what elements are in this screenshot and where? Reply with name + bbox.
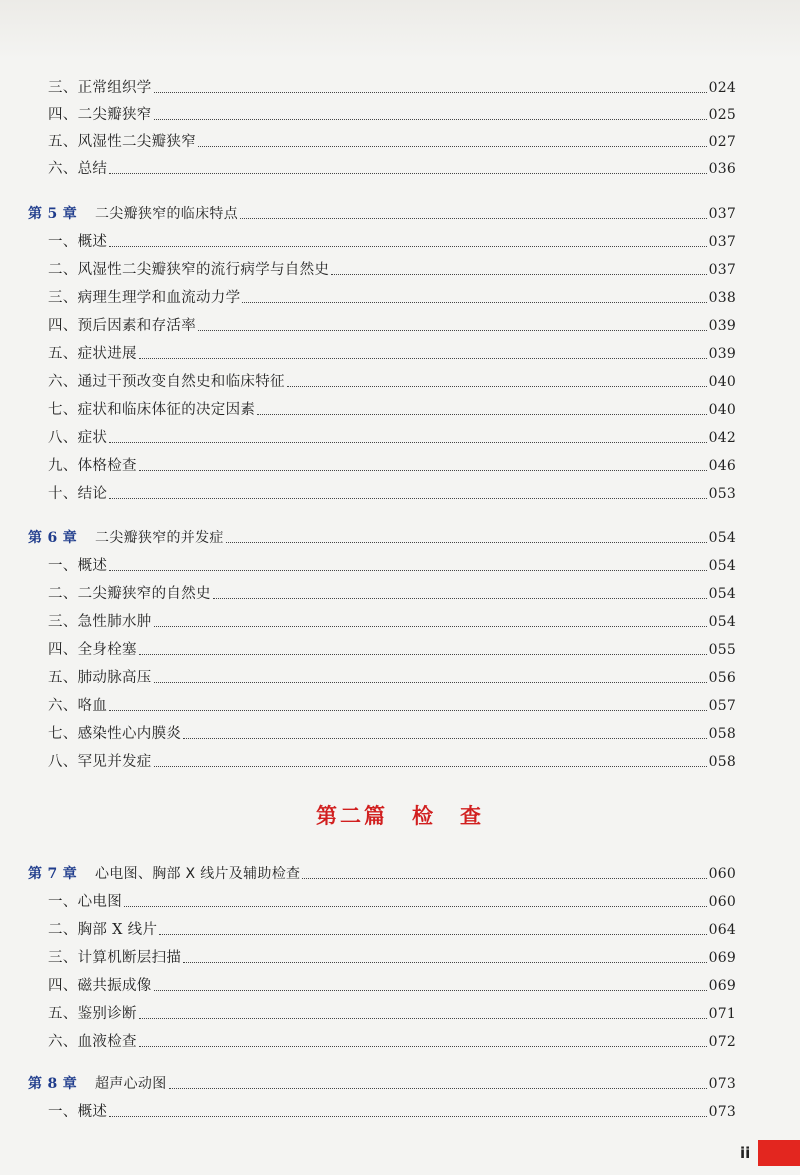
toc-entry[interactable] [28, 396, 736, 420]
chapter-number: 第 7 章 [28, 866, 77, 882]
toc-entry-label [28, 1004, 137, 1024]
toc-entry-label [28, 948, 181, 968]
toc-entry[interactable] [28, 1000, 736, 1024]
toc-entry-text: 五、风湿性二尖瓣狭窄 [48, 134, 196, 150]
toc-entry-text: 六、通过干预改变自然史和临床特征 [48, 374, 285, 390]
dot-leader [154, 766, 707, 767]
dot-leader [242, 302, 706, 303]
dot-leader [198, 146, 707, 147]
toc-entry-text: 五、症状进展 [48, 346, 137, 362]
toc-entry[interactable] [28, 1098, 736, 1122]
toc-entry-label [28, 428, 107, 448]
toc-entry-label [28, 132, 196, 152]
toc-entry-text: 二尖瓣狭窄的临床特点 [95, 206, 238, 222]
toc-entry-label [28, 724, 181, 744]
toc-page-number: 039 [708, 346, 736, 362]
toc-entry[interactable] [28, 916, 736, 940]
toc-entry-text: 心电图、胸部 X 线片及辅助检查 [95, 866, 301, 882]
red-bar-decoration [758, 1140, 800, 1166]
toc-entry-label [28, 892, 122, 912]
part-title: 第二篇 检 查 [316, 804, 484, 828]
toc-entry-text: 九、体格检查 [48, 458, 137, 474]
toc-entry-label [28, 372, 285, 392]
toc-entry-label [28, 484, 107, 504]
toc-entry[interactable] [28, 692, 736, 716]
toc-page-number: 040 [708, 374, 736, 390]
toc-page-number: 036 [708, 161, 736, 177]
dot-leader [154, 990, 707, 991]
toc-page-number: 058 [708, 726, 736, 742]
toc-entry-label [28, 696, 107, 716]
toc-page-number: 053 [708, 486, 736, 502]
toc-page-number: 069 [708, 950, 736, 966]
toc-entry[interactable] [28, 284, 736, 308]
toc-entry-text: 二、风湿性二尖瓣狭窄的流行病学与自然史 [48, 262, 330, 278]
toc-entry-text: 二、胸部 X 线片 [48, 922, 158, 938]
toc-entry-label [28, 668, 152, 688]
toc-page-number: 037 [708, 206, 736, 222]
toc-entry[interactable] [28, 101, 736, 125]
toc-page-number: 037 [708, 234, 736, 250]
toc-entry-label [28, 976, 152, 996]
toc-entry-text: 三、急性肺水肿 [48, 614, 152, 630]
dot-leader [198, 330, 707, 331]
toc-entry-text: 三、计算机断层扫描 [48, 950, 182, 966]
toc-entry-label [28, 612, 152, 632]
toc-page-number: 069 [708, 978, 736, 994]
dot-leader [183, 738, 706, 739]
toc-page-number: 042 [708, 430, 736, 446]
toc-entry[interactable] [28, 256, 736, 280]
dot-leader [139, 1046, 707, 1047]
chapter-number: 第 5 章 [28, 206, 77, 222]
toc-page-number: 073 [708, 1076, 736, 1092]
toc-entry-text: 一、心电图 [48, 894, 122, 910]
toc-page-number: 054 [708, 558, 736, 574]
toc-page-number: 055 [708, 642, 736, 658]
dot-leader [139, 654, 707, 655]
toc-chapter-entry[interactable] [28, 1070, 736, 1094]
toc-page-number: 056 [708, 670, 736, 686]
dot-leader [183, 962, 706, 963]
toc-entry[interactable] [28, 1028, 736, 1052]
toc-page-number: 054 [708, 586, 736, 602]
toc-entry[interactable] [28, 552, 736, 576]
toc-entry-label [28, 640, 137, 660]
toc-entry-label [28, 288, 240, 308]
toc-entry-text: 一、概述 [48, 558, 108, 574]
toc-chapter-entry[interactable] [28, 200, 736, 224]
dot-leader [154, 92, 707, 93]
toc-entry-label [28, 260, 329, 280]
toc-entry-text: 五、鉴别诊断 [48, 1006, 137, 1022]
page-number: ii [740, 1144, 751, 1162]
toc-chapter-entry[interactable] [28, 860, 736, 884]
dot-leader [154, 119, 707, 120]
toc-entry-text: 五、肺动脉高压 [48, 670, 152, 686]
toc-entry-label [28, 528, 224, 548]
toc-entry-text: 三、病理生理学和血流动力学 [48, 290, 241, 306]
toc-page-number: 060 [708, 894, 736, 910]
chapter-number: 第 6 章 [28, 530, 77, 546]
toc-entry[interactable] [28, 944, 736, 968]
toc-page-number: 054 [708, 614, 736, 630]
toc-chapter-entry[interactable] [28, 524, 736, 548]
toc-entry[interactable] [28, 340, 736, 364]
dot-leader [139, 470, 707, 471]
toc-entry[interactable] [28, 972, 736, 996]
dot-leader [159, 934, 706, 935]
page-shadow [0, 0, 800, 60]
toc-entry[interactable] [28, 580, 736, 604]
dot-leader [154, 626, 707, 627]
toc-entry-label [28, 204, 238, 224]
toc-entry-label [28, 344, 137, 364]
toc-entry-text: 一、概述 [48, 1104, 108, 1120]
toc-entry-text: 二、二尖瓣狭窄的自然史 [48, 586, 211, 602]
toc-entry-label [28, 864, 300, 884]
toc-entry-label [28, 556, 107, 576]
toc-page-number: 058 [708, 754, 736, 770]
toc-page-number: 039 [708, 318, 736, 334]
toc-entry[interactable] [28, 128, 736, 152]
toc-page-number: 025 [708, 107, 736, 123]
toc-entry-text: 四、预后因素和存活率 [48, 318, 196, 334]
dot-leader [257, 414, 706, 415]
toc-entry-label [28, 920, 157, 940]
toc-entry[interactable] [28, 424, 736, 448]
page-footer [740, 1140, 800, 1166]
dot-leader [109, 498, 706, 499]
dot-leader [109, 570, 706, 571]
toc-page-number: 024 [708, 80, 736, 96]
toc-entry-text: 八、症状 [48, 430, 108, 446]
dot-leader [139, 1018, 707, 1019]
toc-page-number: 071 [708, 1006, 736, 1022]
toc-entry-label [28, 752, 152, 772]
toc-entry[interactable] [28, 608, 736, 632]
toc-page-number: 040 [708, 402, 736, 418]
toc-entry-text: 超声心动图 [95, 1076, 167, 1092]
toc-entry-label [28, 1102, 107, 1122]
toc-page-number: 057 [708, 698, 736, 714]
toc-entry-label [28, 456, 137, 476]
toc-page-number: 072 [708, 1034, 736, 1050]
toc-entry-label [28, 1032, 137, 1052]
toc-entry[interactable] [28, 74, 736, 98]
toc-entry[interactable] [28, 664, 736, 688]
toc-entry-text: 十、结论 [48, 486, 108, 502]
toc-page-number: 046 [708, 458, 736, 474]
toc-page-number: 054 [708, 530, 736, 546]
toc-entry-text: 八、罕见并发症 [48, 754, 152, 770]
dot-leader [139, 358, 707, 359]
dot-leader [213, 598, 707, 599]
toc-entry[interactable] [28, 480, 736, 504]
toc-entry[interactable] [28, 748, 736, 772]
toc-entry-text: 三、正常组织学 [48, 80, 152, 96]
toc-entry-label [28, 584, 211, 604]
toc-entry-text: 六、总结 [48, 161, 108, 177]
toc-entry-text: 四、磁共振成像 [48, 978, 152, 994]
dot-leader [109, 710, 706, 711]
toc-entry-label [28, 78, 152, 98]
toc-entry[interactable] [28, 452, 736, 476]
toc-entry-text: 六、咯血 [48, 698, 108, 714]
toc-entry-label [28, 1074, 167, 1094]
toc-entry[interactable] [28, 312, 736, 336]
toc-entry-text: 六、血液检查 [48, 1034, 137, 1050]
dot-leader [226, 542, 707, 543]
toc-page-number: 064 [708, 922, 736, 938]
toc-entry-text: 四、全身栓塞 [48, 642, 137, 658]
dot-leader [169, 1088, 707, 1089]
dot-leader [287, 386, 707, 387]
toc-page-number: 060 [708, 866, 736, 882]
dot-leader [109, 246, 706, 247]
dot-leader [124, 906, 707, 907]
dot-leader [331, 274, 706, 275]
toc-page-number: 037 [708, 262, 736, 278]
toc-entry-label [28, 105, 152, 125]
dot-leader [154, 682, 707, 683]
dot-leader [109, 442, 706, 443]
chapter-number: 第 8 章 [28, 1076, 77, 1092]
toc-entry-label [28, 159, 107, 179]
toc-entry[interactable] [28, 155, 736, 179]
toc-entry-label [28, 400, 255, 420]
dot-leader [302, 878, 706, 879]
toc-entry-text: 七、感染性心内膜炎 [48, 726, 182, 742]
dot-leader [240, 218, 707, 219]
toc-entry-label [28, 232, 107, 252]
toc-entry-text: 四、二尖瓣狭窄 [48, 107, 152, 123]
toc-page-number: 027 [708, 134, 736, 150]
dot-leader [109, 1116, 706, 1117]
toc-page-number: 073 [708, 1104, 736, 1120]
toc-entry[interactable] [28, 228, 736, 252]
toc-entry[interactable] [28, 888, 736, 912]
toc-entry[interactable] [28, 368, 736, 392]
toc-entry-text: 一、概述 [48, 234, 108, 250]
toc-entry-text: 七、症状和临床体征的决定因素 [48, 402, 256, 418]
toc-entry-text: 二尖瓣狭窄的并发症 [95, 530, 224, 546]
toc-entry[interactable] [28, 720, 736, 744]
toc-entry-label [28, 316, 196, 336]
toc-entry[interactable] [28, 636, 736, 660]
toc-page-number: 038 [708, 290, 736, 306]
dot-leader [109, 173, 706, 174]
